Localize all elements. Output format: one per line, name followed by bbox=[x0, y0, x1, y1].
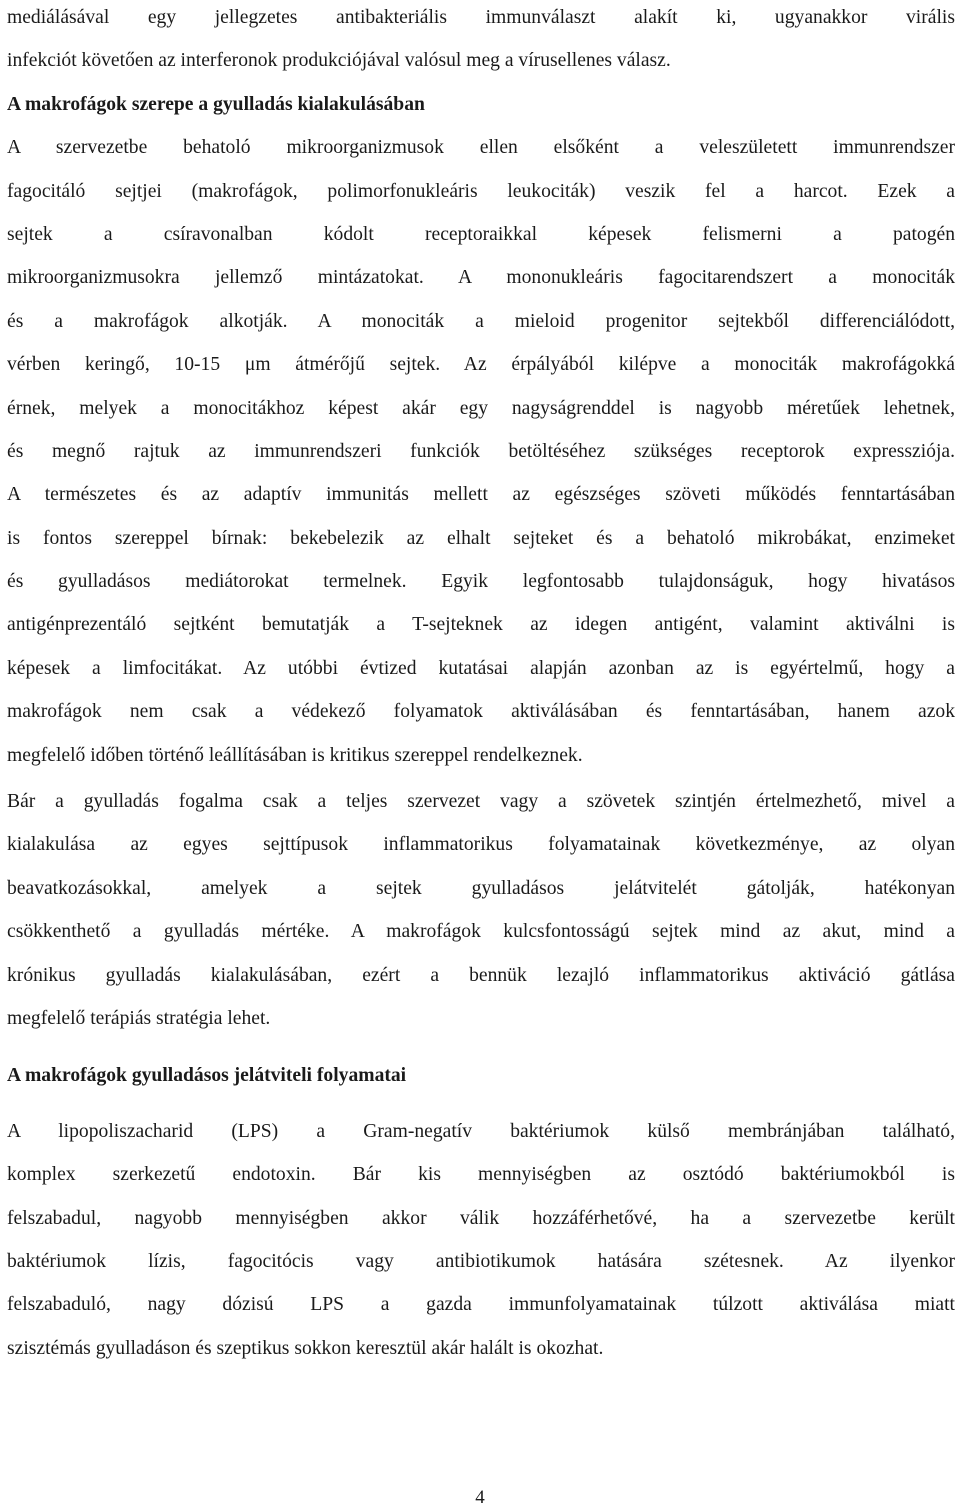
text-line: A szervezetbe behatoló mikroorganizmusok ellen elsőként a veleszületett immunrendszer bbox=[7, 137, 955, 159]
text-line: csökkenthető a gyulladás mértéke. A makrofágok kulcsfontosságú sejtek mind az akut, mind a bbox=[7, 921, 955, 943]
text-line: megfelelő időben történő leállításában is kritikus szereppel rendelkeznek. bbox=[7, 744, 583, 766]
paragraph bbox=[7, 126, 955, 777]
text-line: A lipopoliszacharid (LPS) a Gram-negatív baktériumok külső membránjában található, bbox=[7, 1120, 955, 1142]
text-line: megfelelő terápiás stratégia lehet. bbox=[7, 1007, 271, 1029]
text-line: krónikus gyulladás kialakulásában, ezért a bennük lezajló inflammatorikus aktiváció gátlása bbox=[7, 964, 955, 986]
text-line: vérben keringő, 10-15 μm átmérőjű sejtek. Az érpályából kilépve a monociták makrofágokká bbox=[7, 354, 955, 376]
text-line: mediálásával egy jellegzetes antibakteriális immunválaszt alakít ki, ugyanakkor virális bbox=[7, 7, 955, 28]
text-line: komplex szerkezetű endotoxin. Bár kis mennyiségben az osztódó baktériumokból is bbox=[7, 1164, 955, 1186]
page-number: 4 bbox=[475, 1487, 485, 1508]
intro-paragraph bbox=[7, 0, 955, 83]
text-line: sejtek a csíravonalban kódolt receptoraikkal képesek felismerni a patogén bbox=[7, 223, 955, 245]
paragraph-spacer bbox=[7, 1040, 955, 1054]
text-line: is fontos szereppel bírnak: bekebelezik az elhalt sejteket és a behatoló mikrobákat, enzimeket bbox=[7, 527, 955, 549]
text-line: mikroorganizmusokra jellemző mintázatokat. A mononukleáris fagocitarendszert a monociták bbox=[7, 267, 955, 289]
text-line: és a makrofágok alkotják. A monociták a mieloid progenitor sejtekből differenciálódott, bbox=[7, 310, 955, 332]
text-line: baktériumok lízis, fagocitócis vagy antibiotikumok hatására szétesnek. Az ilyenkor bbox=[7, 1250, 955, 1272]
text-line: makrofágok nem csak a védekező folyamatok aktiválásában és fenntartásában, hanem azok bbox=[7, 701, 955, 723]
text-line: felszabaduló, nagy dózisú LPS a gazda immunfolyamatainak túlzott aktiválása miatt bbox=[7, 1294, 955, 1316]
text-line: érnek, melyek a monocitákhoz képest akár egy nagyságrenddel is nagyobb méretűek lehetnek, bbox=[7, 397, 955, 419]
text-line: kialakulása az egyes sejttípusok inflammatorikus folyamatainak következménye, az olyan bbox=[7, 834, 955, 856]
document-page bbox=[7, 0, 955, 1370]
section-heading: A makrofágok gyulladásos jelátviteli folyamatai bbox=[7, 1065, 407, 1087]
paragraph-spacer bbox=[7, 1098, 955, 1110]
section-heading: A makrofágok szerepe a gyulladás kialakulásában bbox=[7, 93, 425, 115]
text-line: képesek a limfocitákat. Az utóbbi évtized kutatásai alapján azonban az is egyértelmű, hogy a bbox=[7, 657, 955, 679]
text-line: Bár a gyulladás fogalma csak a teljes szervezet vagy a szövetek szintjén értelmezhető, mivel a bbox=[7, 791, 955, 813]
paragraph bbox=[7, 1110, 955, 1370]
paragraph bbox=[7, 780, 955, 1040]
text-line: és megnő rajtuk az immunrendszeri funkciók betöltéséhez szükséges receptorok expressziója. bbox=[7, 440, 955, 462]
text-line: szisztémás gyulladáson és szeptikus sokkon keresztül akár halált is okozhat. bbox=[7, 1337, 604, 1359]
text-line: infekciót követően az interferonok produkciójával valósul meg a vírusellenes válasz. bbox=[7, 50, 671, 72]
text-line: A természetes és az adaptív immunitás mellett az egészséges szöveti működés fenntartásában bbox=[7, 484, 955, 506]
text-line: beavatkozásokkal, amelyek a sejtek gyulladásos jelátvitelét gátolják, hatékonyan bbox=[7, 877, 955, 899]
text-line: és gyulladásos mediátorokat termelnek. Egyik legfontosabb tulajdonságuk, hogy hivatásos bbox=[7, 571, 955, 593]
text-line: antigénprezentáló sejtként bemutatják a T-sejteknek az idegen antigént, valamint aktiválni is bbox=[7, 614, 955, 636]
text-line: felszabadul, nagyobb mennyiségben akkor válik hozzáférhetővé, ha a szervezetbe került bbox=[7, 1207, 955, 1229]
text-line: fagocitáló sejtjei (makrofágok, polimorfonukleáris leukociták) veszik fel a harcot. Ezek a bbox=[7, 180, 955, 202]
